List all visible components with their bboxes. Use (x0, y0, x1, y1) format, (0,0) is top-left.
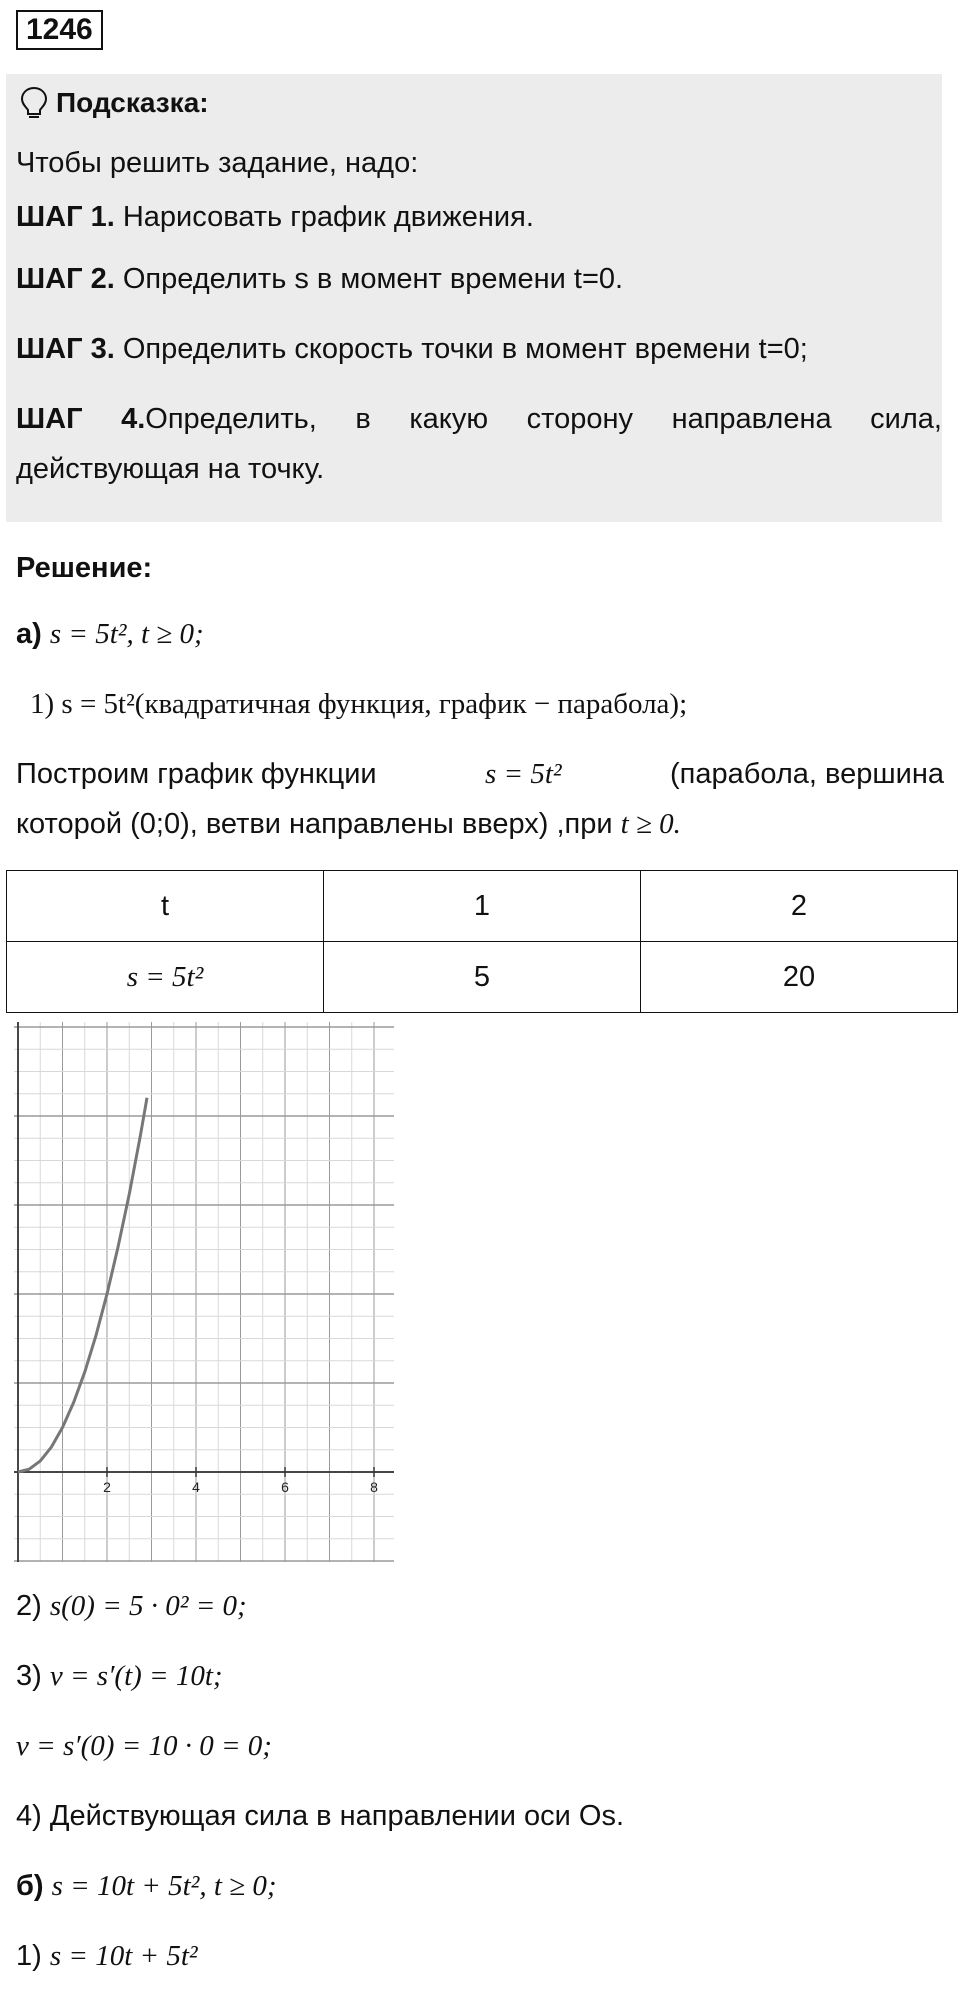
step-text: Определить скорость точки в момент времени t=0; (114, 333, 808, 365)
part-a-formula: s = 5t², t ≥ 0; (49, 618, 204, 650)
step-1-formula: 1) s = 5t²(квадратичная функция, график − парабола); (30, 688, 688, 720)
hint-box (6, 74, 942, 522)
table-cell: s = 5t² (7, 942, 324, 1013)
build-formula-2: t ≥ 0. (620, 808, 681, 840)
build-line-1 (16, 754, 944, 794)
values-table (6, 870, 958, 1013)
step-2-formula: s(0) = 5 · 0² = 0; (49, 1590, 247, 1622)
hint-step-2 (16, 260, 623, 298)
x-tick-label: 2 (103, 1479, 111, 1495)
step-text: Нарисовать график движения. (114, 201, 534, 233)
hint-step-4 (16, 400, 942, 438)
step-label: ШАГ 4. (16, 403, 146, 435)
task-number: 1246 (16, 10, 103, 50)
part-a (16, 614, 204, 654)
part-b-step-1-formula: s = 10t + 5t² (49, 1940, 198, 1972)
hint-step-1 (16, 198, 534, 236)
build-line-2 (16, 804, 681, 844)
lightbulb-icon (20, 86, 48, 120)
step-label: ШАГ 1. (16, 201, 115, 233)
table-row (7, 871, 958, 942)
step-label: ШАГ 2. (16, 263, 115, 295)
hint-step-4-cont: действующая на точку. (16, 453, 325, 485)
part-b (16, 1866, 277, 1906)
parabola-curve (18, 1098, 147, 1472)
table-cell: 5 (324, 942, 641, 1013)
hint-step-3 (16, 330, 808, 368)
table-row (7, 942, 958, 1013)
part-b-formula: s = 10t + 5t², t ≥ 0; (51, 1870, 277, 1902)
hint-intro: Чтобы решить задание, надо: (16, 147, 419, 179)
step-3 (16, 1656, 223, 1696)
step-text: Определить, в какую сторону направлена сила, (145, 403, 942, 435)
step-4: 4) Действующая сила в направлении оси Os. (16, 1800, 624, 1832)
step-3-label: 3) (16, 1660, 42, 1692)
table-cell: t (7, 871, 324, 942)
x-tick-label: 8 (370, 1479, 378, 1495)
step-label: ШАГ 3. (16, 333, 115, 365)
part-b-step-1 (16, 1936, 198, 1976)
step-2 (16, 1586, 247, 1626)
hint-title (20, 86, 209, 120)
solution-title: Решение: (16, 552, 153, 584)
step-3b-formula: v = s′(0) = 10 · 0 = 0; (16, 1730, 272, 1762)
x-tick-label: 4 (192, 1479, 200, 1495)
table-cell: 1 (324, 871, 641, 942)
step-3-formula: v = s′(t) = 10t; (49, 1660, 223, 1692)
x-tick-label: 6 (281, 1479, 289, 1495)
step-text: Определить s в момент времени t=0. (114, 263, 624, 295)
table-cell: 20 (641, 942, 958, 1013)
part-b-step-1-label: 1) (16, 1940, 42, 1972)
build-text-right: (парабола, вершина (670, 758, 944, 790)
part-b-label: б) (16, 1870, 44, 1902)
build-text-left: Построим график функции (16, 758, 377, 790)
table-cell: 2 (641, 871, 958, 942)
build-text: которой (0;0), ветви направлены вверх) ,при (16, 808, 613, 840)
step-2-label: 2) (16, 1590, 42, 1622)
part-a-label: а) (16, 618, 42, 650)
build-formula: s = 5t² (485, 758, 562, 790)
parabola-graph (14, 1022, 394, 1562)
hint-title-text: Подсказка: (56, 87, 209, 118)
